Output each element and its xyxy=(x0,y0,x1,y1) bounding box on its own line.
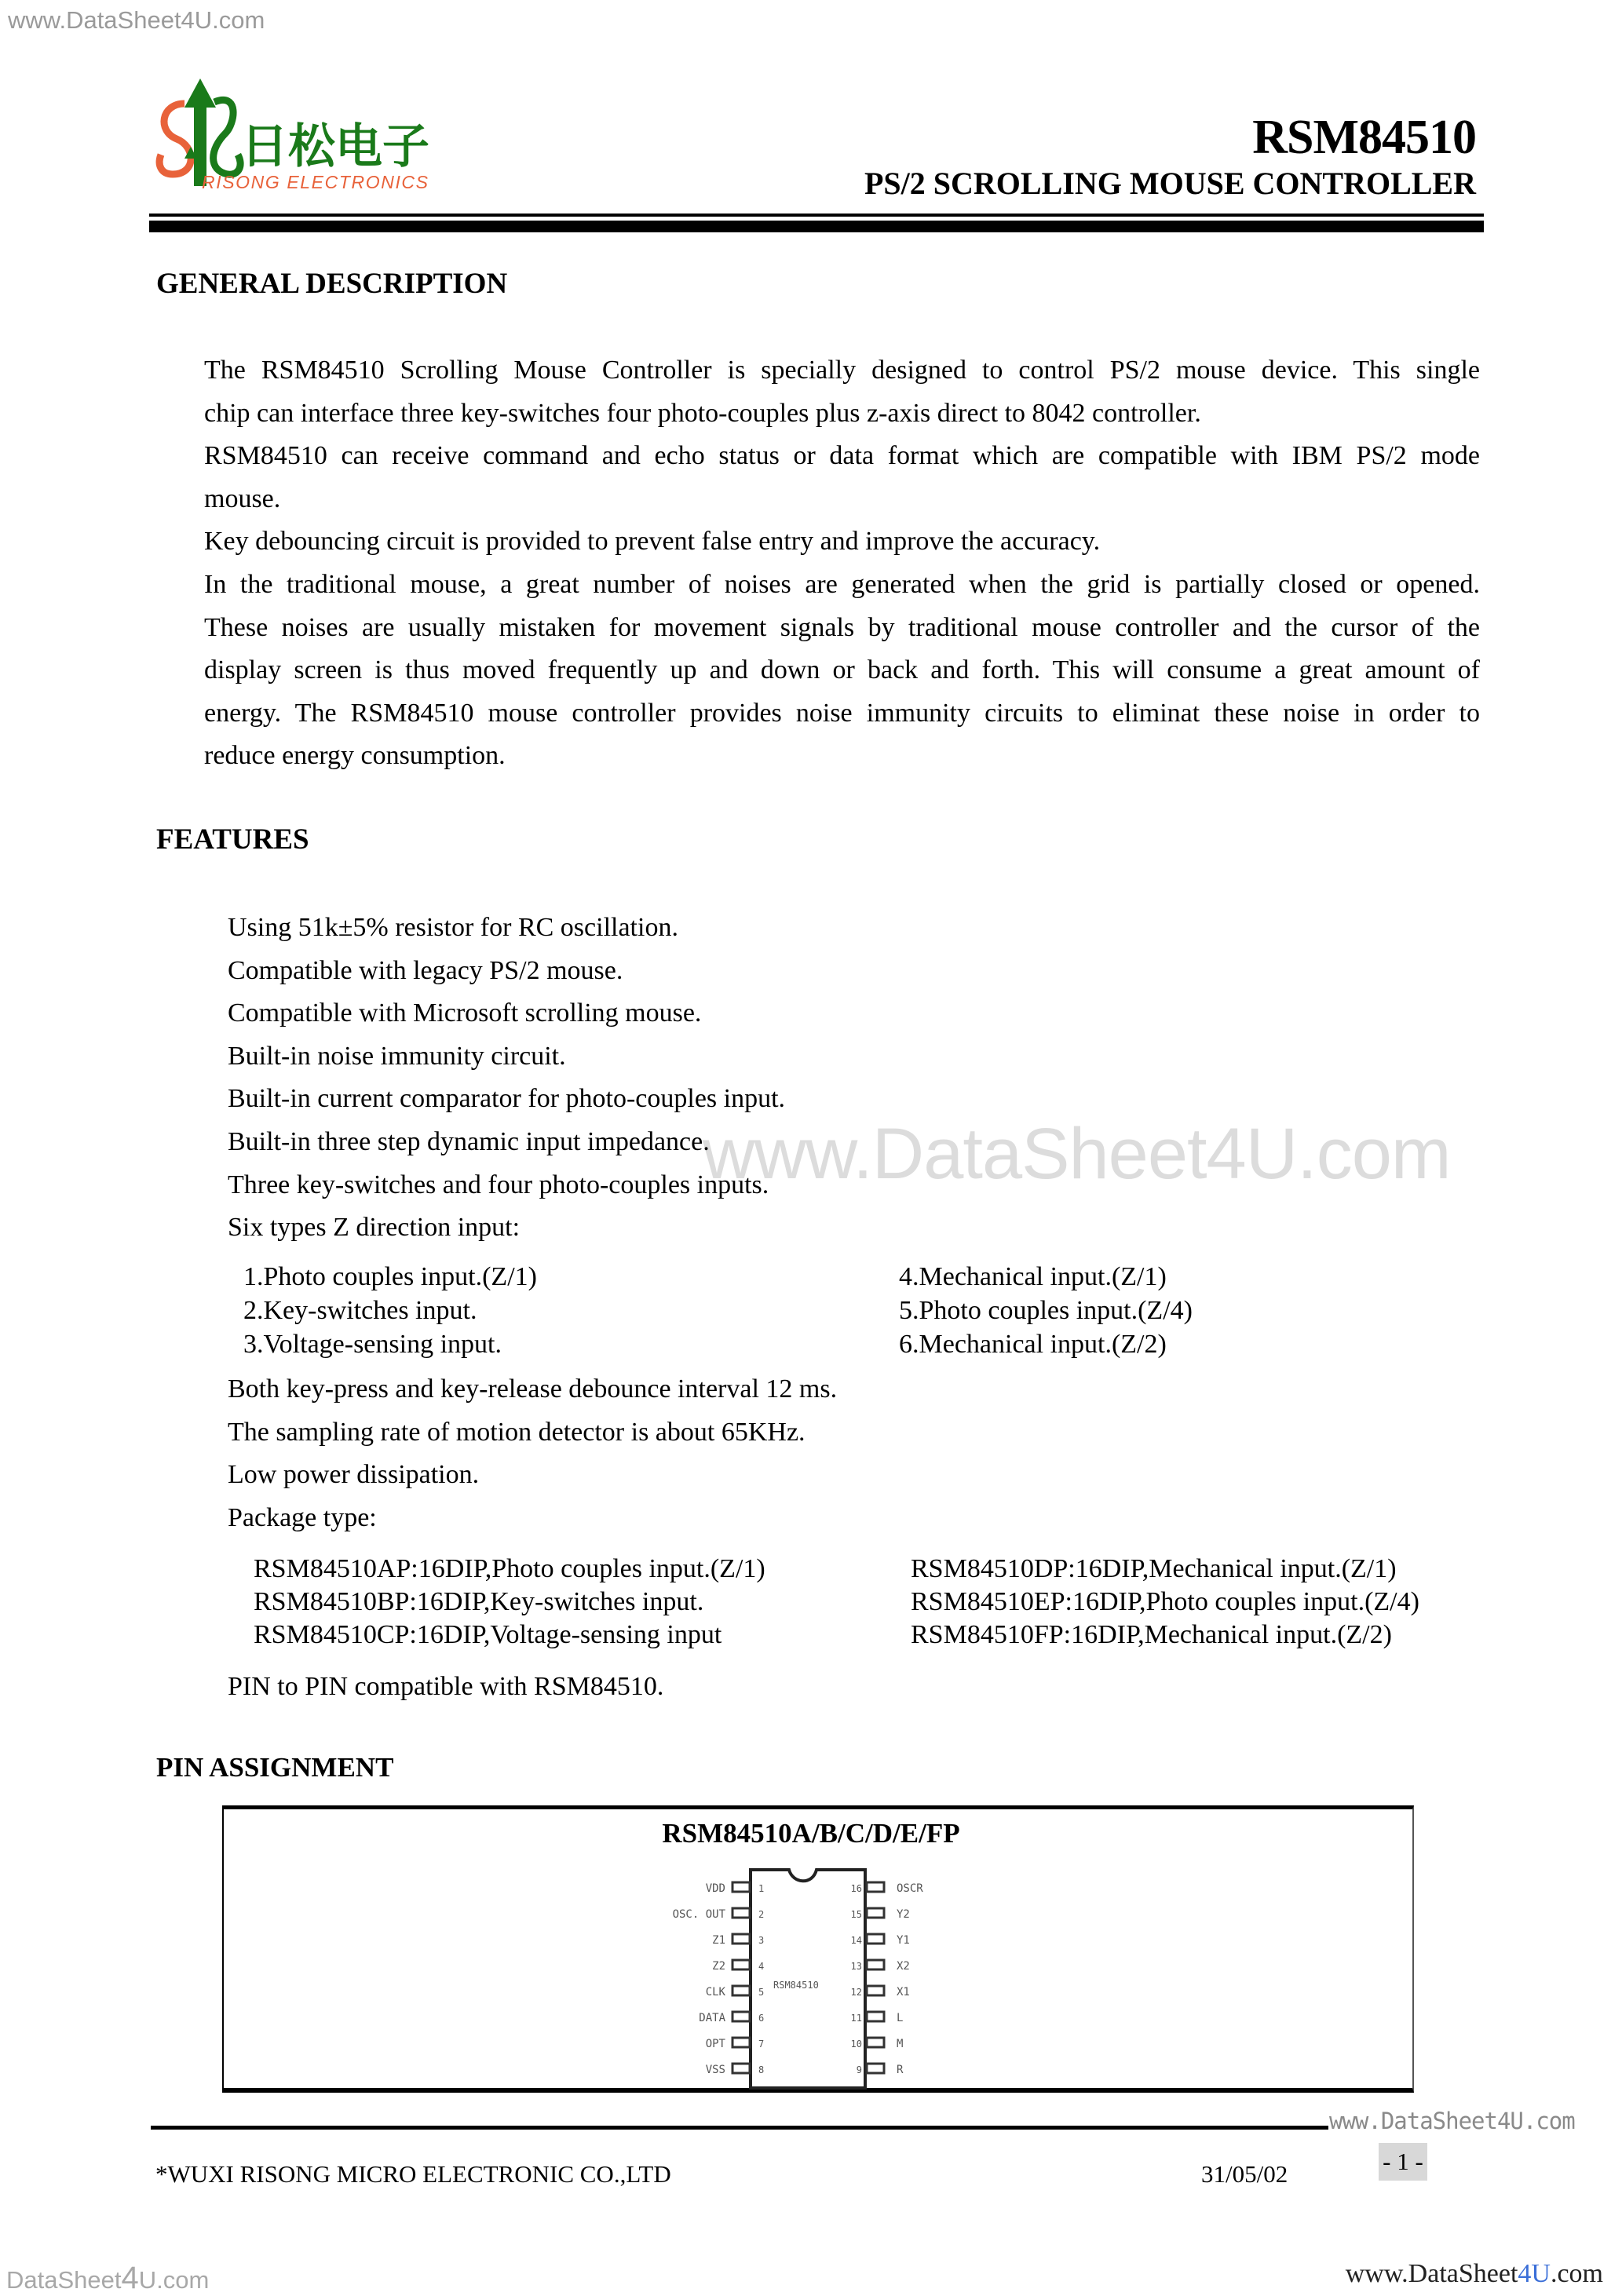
svg-text:Z2: Z2 xyxy=(712,1960,725,1973)
z-types-right xyxy=(899,1260,1193,1361)
header-rule-thin xyxy=(149,214,1484,217)
svg-text:1: 1 xyxy=(758,1883,765,1894)
package-item: RSM84510AP:16DIP,Photo couples input.(Z/1) xyxy=(254,1554,765,1583)
svg-text:7: 7 xyxy=(758,2039,765,2050)
svg-text:10: 10 xyxy=(850,2039,862,2050)
feature-item: Package type: xyxy=(228,1502,377,1532)
svg-text:VSS: VSS xyxy=(705,2064,725,2076)
company-logo xyxy=(153,72,432,194)
feature-item: Built-in three step dynamic input impedance. xyxy=(228,1126,710,1156)
right-pin-names xyxy=(897,1882,923,2076)
package-item: RSM84510DP:16DIP,Mechanical input.(Z/1) xyxy=(911,1554,1397,1583)
watermark-accent: 4U xyxy=(1518,2259,1551,2288)
svg-text:5: 5 xyxy=(758,1987,765,1998)
feature-item: The sampling rate of motion detector is about 65KHz. xyxy=(228,1417,806,1447)
desc-line: Key debouncing circuit is provided to prevent false entry and improve the accuracy. xyxy=(204,527,1101,557)
watermark-text: .com xyxy=(1550,2259,1603,2288)
header-rule-thick xyxy=(149,221,1484,232)
z-type-item: 5.Photo couples input.(Z/4) xyxy=(899,1296,1193,1325)
general-description-body xyxy=(204,349,1480,778)
feature-item: Built-in noise immunity circuit. xyxy=(228,1041,566,1071)
desc-line: reduce energy consumption. xyxy=(204,741,506,771)
feature-item: Using 51k±5% resistor for RC oscillation. xyxy=(228,913,678,942)
page-number: - 1 - xyxy=(1379,2143,1427,2181)
z-type-item: 2.Key-switches input. xyxy=(243,1296,477,1325)
desc-line: These noises are usually mistaken for movement signals by traditional mouse controller and the cursor of the xyxy=(204,612,1480,642)
svg-text:CLK: CLK xyxy=(705,1986,725,1999)
right-pin-stubs xyxy=(867,1882,884,2073)
watermark-footer: www.DataSheet4U.com xyxy=(1329,2108,1575,2134)
desc-line: The RSM84510 Scrolling Mouse Controller is specially designed to control PS/2 mouse device. This single xyxy=(204,356,1480,385)
svg-text:15: 15 xyxy=(850,1909,862,1920)
svg-text:11: 11 xyxy=(850,2013,862,2024)
risong-logo-icon xyxy=(153,72,432,194)
svg-text:9: 9 xyxy=(856,2064,862,2075)
feature-item: Compatible with legacy PS/2 mouse. xyxy=(228,955,623,985)
chip-label: RSM84510 xyxy=(773,1980,819,1991)
watermark-text: U.com xyxy=(138,2266,210,2294)
desc-line: RSM84510 can receive command and echo status or data format which are compatible with IBM PS/2 mode xyxy=(204,441,1480,471)
svg-text:3: 3 xyxy=(758,1935,765,1946)
watermark-digit: 4 xyxy=(121,2261,139,2295)
watermark-center: www.DataSheet4U.com xyxy=(703,1114,1451,1194)
feature-item: Compatible with Microsoft scrolling mouse. xyxy=(228,998,702,1028)
package-types-right xyxy=(911,1553,1419,1652)
svg-text:X2: X2 xyxy=(897,1960,910,1973)
svg-text:4: 4 xyxy=(758,1961,765,1972)
z-types-left xyxy=(243,1260,537,1361)
svg-text:L: L xyxy=(897,2012,904,2024)
section-heading-features: FEATURES xyxy=(156,823,309,856)
svg-text:X1: X1 xyxy=(897,1986,910,1999)
desc-line: display screen is thus moved frequently up and down or back and forth. This will consume a great amount of xyxy=(204,655,1480,685)
z-type-item: 1.Photo couples input.(Z/1) xyxy=(243,1262,537,1291)
left-pin-stubs xyxy=(732,1882,750,2073)
document-title: RSM84510 xyxy=(1252,111,1476,164)
feature-item: Six types Z direction input: xyxy=(228,1213,521,1243)
pin-diagram-title: RSM84510A/B/C/D/E/FP xyxy=(662,1818,960,1849)
watermark-bottom-right[interactable] xyxy=(1346,2259,1603,2289)
svg-text:13: 13 xyxy=(850,1961,862,1972)
feature-item: Built-in current comparator for photo-couples input. xyxy=(228,1084,786,1114)
svg-text:R: R xyxy=(897,2064,904,2076)
section-heading-general-description: GENERAL DESCRIPTION xyxy=(156,268,508,300)
package-item: RSM84510BP:16DIP,Key-switches input. xyxy=(254,1587,704,1616)
chip-body xyxy=(751,1870,865,2088)
desc-line: chip can interface three key-switches four photo-couples plus z-axis direct to 8042 controller. xyxy=(204,398,1201,428)
svg-text:16: 16 xyxy=(850,1883,862,1894)
document-subtitle: PS/2 SCROLLING MOUSE CONTROLLER xyxy=(864,166,1476,201)
package-item: RSM84510CP:16DIP,Voltage-sensing input xyxy=(254,1620,722,1649)
svg-text:DATA: DATA xyxy=(699,2012,725,2024)
dip16-chip-diagram xyxy=(628,1860,974,2100)
package-item: RSM84510FP:16DIP,Mechanical input.(Z/2) xyxy=(911,1620,1392,1649)
section-heading-pin-assignment: PIN ASSIGNMENT xyxy=(156,1752,394,1783)
svg-text:OSCR: OSCR xyxy=(897,1882,923,1895)
svg-text:VDD: VDD xyxy=(705,1882,725,1895)
desc-line: mouse. xyxy=(204,484,281,513)
watermark-top-left[interactable]: www.DataSheet4U.com xyxy=(8,6,265,34)
feature-item: Both key-press and key-release debounce interval 12 ms. xyxy=(228,1374,838,1404)
svg-text:12: 12 xyxy=(850,1987,862,1998)
feature-item: Three key-switches and four photo-couples inputs. xyxy=(228,1170,769,1199)
svg-text:Z1: Z1 xyxy=(712,1934,725,1947)
footer-company: *WUXI RISONG MICRO ELECTRONIC CO.,LTD xyxy=(155,2160,671,2188)
svg-text:Y2: Y2 xyxy=(897,1908,910,1921)
package-item: RSM84510EP:16DIP,Photo couples input.(Z/4) xyxy=(911,1587,1419,1616)
z-type-item: 4.Mechanical input.(Z/1) xyxy=(899,1262,1167,1291)
svg-text:OSC. OUT: OSC. OUT xyxy=(672,1908,725,1921)
desc-line: In the traditional mouse, a great number of noises are generated when the grid is partially closed or opened. xyxy=(204,569,1480,599)
watermark-bottom-left[interactable] xyxy=(6,2261,209,2296)
feature-item: Low power dissipation. xyxy=(228,1460,480,1490)
z-type-item: 6.Mechanical input.(Z/2) xyxy=(899,1330,1167,1359)
svg-text:M: M xyxy=(897,2038,904,2050)
watermark-text: DataSheet xyxy=(6,2266,122,2294)
features-list xyxy=(228,907,785,1250)
watermark-text: www.DataSheet xyxy=(1345,2259,1518,2288)
svg-text:8: 8 xyxy=(758,2064,765,2075)
svg-text:14: 14 xyxy=(850,1935,862,1946)
svg-text:OPT: OPT xyxy=(705,2038,725,2050)
svg-text:Y1: Y1 xyxy=(897,1934,910,1947)
desc-line: energy. The RSM84510 mouse controller provides noise immunity circuits to eliminat these noise in order to xyxy=(204,698,1480,728)
svg-text:2: 2 xyxy=(758,1909,765,1920)
features-list-continued xyxy=(228,1368,837,1539)
left-pin-names xyxy=(673,1882,726,2076)
svg-text:6: 6 xyxy=(758,2013,765,2024)
z-type-item: 3.Voltage-sensing input. xyxy=(243,1330,502,1359)
svg-text:日松电子: 日松电子 xyxy=(241,119,429,174)
pin-compat-note: PIN to PIN compatible with RSM84510. xyxy=(228,1672,664,1701)
footer-date: 31/05/02 xyxy=(1201,2160,1288,2188)
svg-text:RISONG ELECTRONICS: RISONG ELECTRONICS xyxy=(202,172,428,192)
footer-rule xyxy=(151,2126,1328,2130)
package-types-left xyxy=(254,1553,765,1652)
